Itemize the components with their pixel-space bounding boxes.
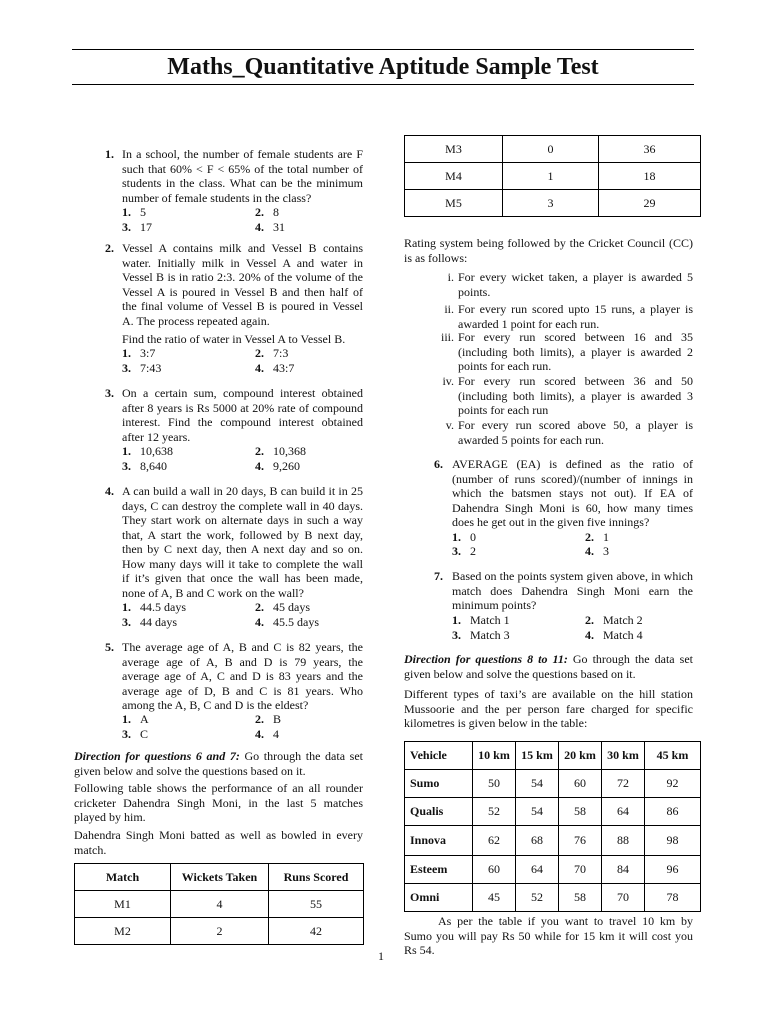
question-text: Vessel A contains milk and Vessel B contains water. Initially milk in Vessel A and water in Vessel B is in ratio 2:3. 20% of the volume of the Vessel A is poured in Vessel B and then half of the final volume of Vessel B is poured in Vessel A. The process repeated again. [122, 241, 363, 328]
table-header: 30 km [602, 742, 645, 770]
direction-6-7: Direction for questions 6 and 7: Go through the data set given below and solve the questions based on it. [74, 749, 363, 778]
rating-item-text: For every wicket taken, a player is awarded 5 points. [458, 270, 693, 299]
rating-item-text: For every run scored above 50, a player is awarded 5 points for each run. [458, 418, 693, 447]
option: 4. 4 [255, 727, 279, 741]
table-cell: 60 [473, 856, 516, 884]
taxi-note: As per the table if you want to travel 10 km by Sumo you will pay Rs 50 while for 15 km it will cost you Rs 54. [404, 914, 693, 957]
rating-item-text: For every run scored between 16 and 35 (including both limits), a player is awarded 2 points for each run. [458, 330, 693, 373]
table-cell: 54 [516, 770, 559, 798]
title-underline [72, 84, 694, 85]
table-cell: 58 [559, 798, 602, 826]
question-text: In a school, the number of female students are F such that 60% < F < 65% of the total number of students in the class. What can be the minimum number of female students in the class? [122, 147, 363, 205]
table-header: Match [75, 864, 171, 891]
cricket-table-part2 [404, 135, 701, 217]
rating-intro: Rating system being followed by the Cricket Council (CC) is as follows: [404, 236, 693, 265]
direction-8-11-description: Different types of taxi’s are available on the hill station Mussoorie and the per person fare charged for specific kilometres is given below in the table: [404, 687, 693, 730]
table-header: 45 km [645, 742, 701, 770]
cricket-table-part1 [74, 863, 364, 945]
table-cell: 29 [599, 190, 701, 217]
option: 2. 8 [255, 205, 279, 219]
table-row-label: Innova [405, 826, 473, 856]
table-cell: 36 [599, 136, 701, 163]
table-cell: M5 [405, 190, 503, 217]
option: 1. 5 [122, 205, 146, 219]
question-number: 4. [105, 484, 114, 498]
direction-8-11: Direction for questions 8 to 11: Go through the data set given below and solve the questions based on it. [404, 652, 693, 681]
rating-item-number: iii. [440, 330, 454, 344]
table-row-label: Qualis [405, 798, 473, 826]
page-number: 1 [378, 949, 384, 963]
table-cell: 58 [559, 884, 602, 912]
option: 4. 31 [255, 220, 285, 234]
table-row-label: Esteem [405, 856, 473, 884]
option: 1. Match 1 [452, 613, 510, 627]
question-text: On a certain sum, compound interest obtained after 8 years is Rs 5000 at 20% rate of compound interest. Find the compound interest obtained after 12 years. [122, 386, 363, 444]
rating-item-number: v. [445, 418, 454, 432]
option: 1. 44.5 days [122, 600, 186, 614]
table-cell: 54 [516, 798, 559, 826]
table-cell: 1 [503, 163, 599, 190]
table-cell: 62 [473, 826, 516, 856]
table-cell: 78 [645, 884, 701, 912]
option: 4. Match 4 [585, 628, 643, 642]
table-cell: 3 [503, 190, 599, 217]
table-cell: 70 [559, 856, 602, 884]
option: 4. 9,260 [255, 459, 300, 473]
table-cell: 52 [473, 798, 516, 826]
table-cell: 98 [645, 826, 701, 856]
option: 4. 43:7 [255, 361, 295, 375]
table-cell: 45 [473, 884, 516, 912]
option: 3. 44 days [122, 615, 177, 629]
table-cell: 86 [645, 798, 701, 826]
table-cell: 68 [516, 826, 559, 856]
table-cell: 76 [559, 826, 602, 856]
table-header: Wickets Taken [171, 864, 269, 891]
option: 3. 7:43 [122, 361, 162, 375]
rating-item-text: For every run scored upto 15 runs, a player is awarded 1 point for each run. [458, 302, 693, 331]
question-number: 7. [434, 569, 443, 583]
table-row-label: Omni [405, 884, 473, 912]
table-cell: 96 [645, 856, 701, 884]
question-number: 2. [105, 241, 114, 255]
option: 3. C [122, 727, 149, 741]
table-cell: 55 [269, 891, 364, 918]
table-header: 15 km [516, 742, 559, 770]
table-row-label: Sumo [405, 770, 473, 798]
direction-6-7-description: Following table shows the performance of an all rounder cricketer Dahendra Singh Moni, in the last 5 matches played by him. [74, 781, 363, 824]
table-cell: M3 [405, 136, 503, 163]
question-number: 1. [105, 147, 114, 161]
rating-item-number: iv. [442, 374, 454, 388]
option: 2. Match 2 [585, 613, 643, 627]
question-text: A can build a wall in 20 days, B can build it in 25 days, C can destroy the complete wall in 40 days. They start work on alternate days in such a way that, A start the work, followed by B next day, then by C next day, then A next day and so on. How many days will it take to complete the wall if it’s given that once the wall has been made, none of A, B and C work on the wall? [122, 484, 363, 600]
option: 2. B [255, 712, 282, 726]
table-header: 10 km [473, 742, 516, 770]
option: 2. 1 [585, 530, 609, 544]
option: 1. 3:7 [122, 346, 156, 360]
table-cell: 2 [171, 918, 269, 945]
rating-item-text: For every run scored between 36 and 50 (including both limits), a player is awarded 3 points for each run [458, 374, 693, 417]
question-subtext: Find the ratio of water in Vessel A to Vessel B. [122, 332, 346, 346]
option: 4. 3 [585, 544, 609, 558]
table-cell: 92 [645, 770, 701, 798]
option: 1. 10,638 [122, 444, 173, 458]
rating-item-number: i. [447, 270, 454, 284]
option: 3. 17 [122, 220, 152, 234]
top-rule [72, 49, 694, 50]
table-cell: 60 [559, 770, 602, 798]
option: 3. 8,640 [122, 459, 167, 473]
question-number: 6. [434, 457, 443, 471]
rating-item-number: ii. [444, 302, 454, 316]
option: 1. 0 [452, 530, 476, 544]
table-header: Runs Scored [269, 864, 364, 891]
direction-6-7-note: Dahendra Singh Moni batted as well as bowled in every match. [74, 828, 363, 857]
option: 1. A [122, 712, 149, 726]
question-text: The average age of A, B and C is 82 years, the average age of A, B and D is 79 years, the average age of A, C and D is 83 years and the average age of D, B and C is 81 years. Who among the A, B, C and D is the eldest? [122, 640, 363, 712]
table-cell: 0 [503, 136, 599, 163]
table-cell: M2 [75, 918, 171, 945]
table-cell: 72 [602, 770, 645, 798]
option: 2. 7:3 [255, 346, 289, 360]
table-cell: M1 [75, 891, 171, 918]
table-cell: 52 [516, 884, 559, 912]
table-cell: 84 [602, 856, 645, 884]
question-number: 3. [105, 386, 114, 400]
option: 4. 45.5 days [255, 615, 319, 629]
table-cell: M4 [405, 163, 503, 190]
option: 2. 45 days [255, 600, 310, 614]
table-header: Vehicle [405, 742, 473, 770]
question-text: Based on the points system given above, in which match does Dahendra Singh Moni earn the minimum points? [452, 569, 693, 612]
taxi-fare-table [404, 741, 701, 912]
table-cell: 50 [473, 770, 516, 798]
option: 3. 2 [452, 544, 476, 558]
table-header: 20 km [559, 742, 602, 770]
table-cell: 64 [516, 856, 559, 884]
question-text: AVERAGE (EA) is defined as the ratio of (number of runs scored)/(number of innings in which the batsmen stays not out). If EA of Dahendra Singh Moni is 60, how many times does he get out in the given five innings? [452, 457, 693, 529]
table-cell: 18 [599, 163, 701, 190]
table-cell: 64 [602, 798, 645, 826]
table-cell: 70 [602, 884, 645, 912]
page-title: Maths_Quantitative Aptitude Sample Test [167, 54, 599, 80]
option: 2. 10,368 [255, 444, 306, 458]
table-cell: 88 [602, 826, 645, 856]
table-cell: 4 [171, 891, 269, 918]
question-number: 5. [105, 640, 114, 654]
option: 3. Match 3 [452, 628, 510, 642]
table-cell: 42 [269, 918, 364, 945]
